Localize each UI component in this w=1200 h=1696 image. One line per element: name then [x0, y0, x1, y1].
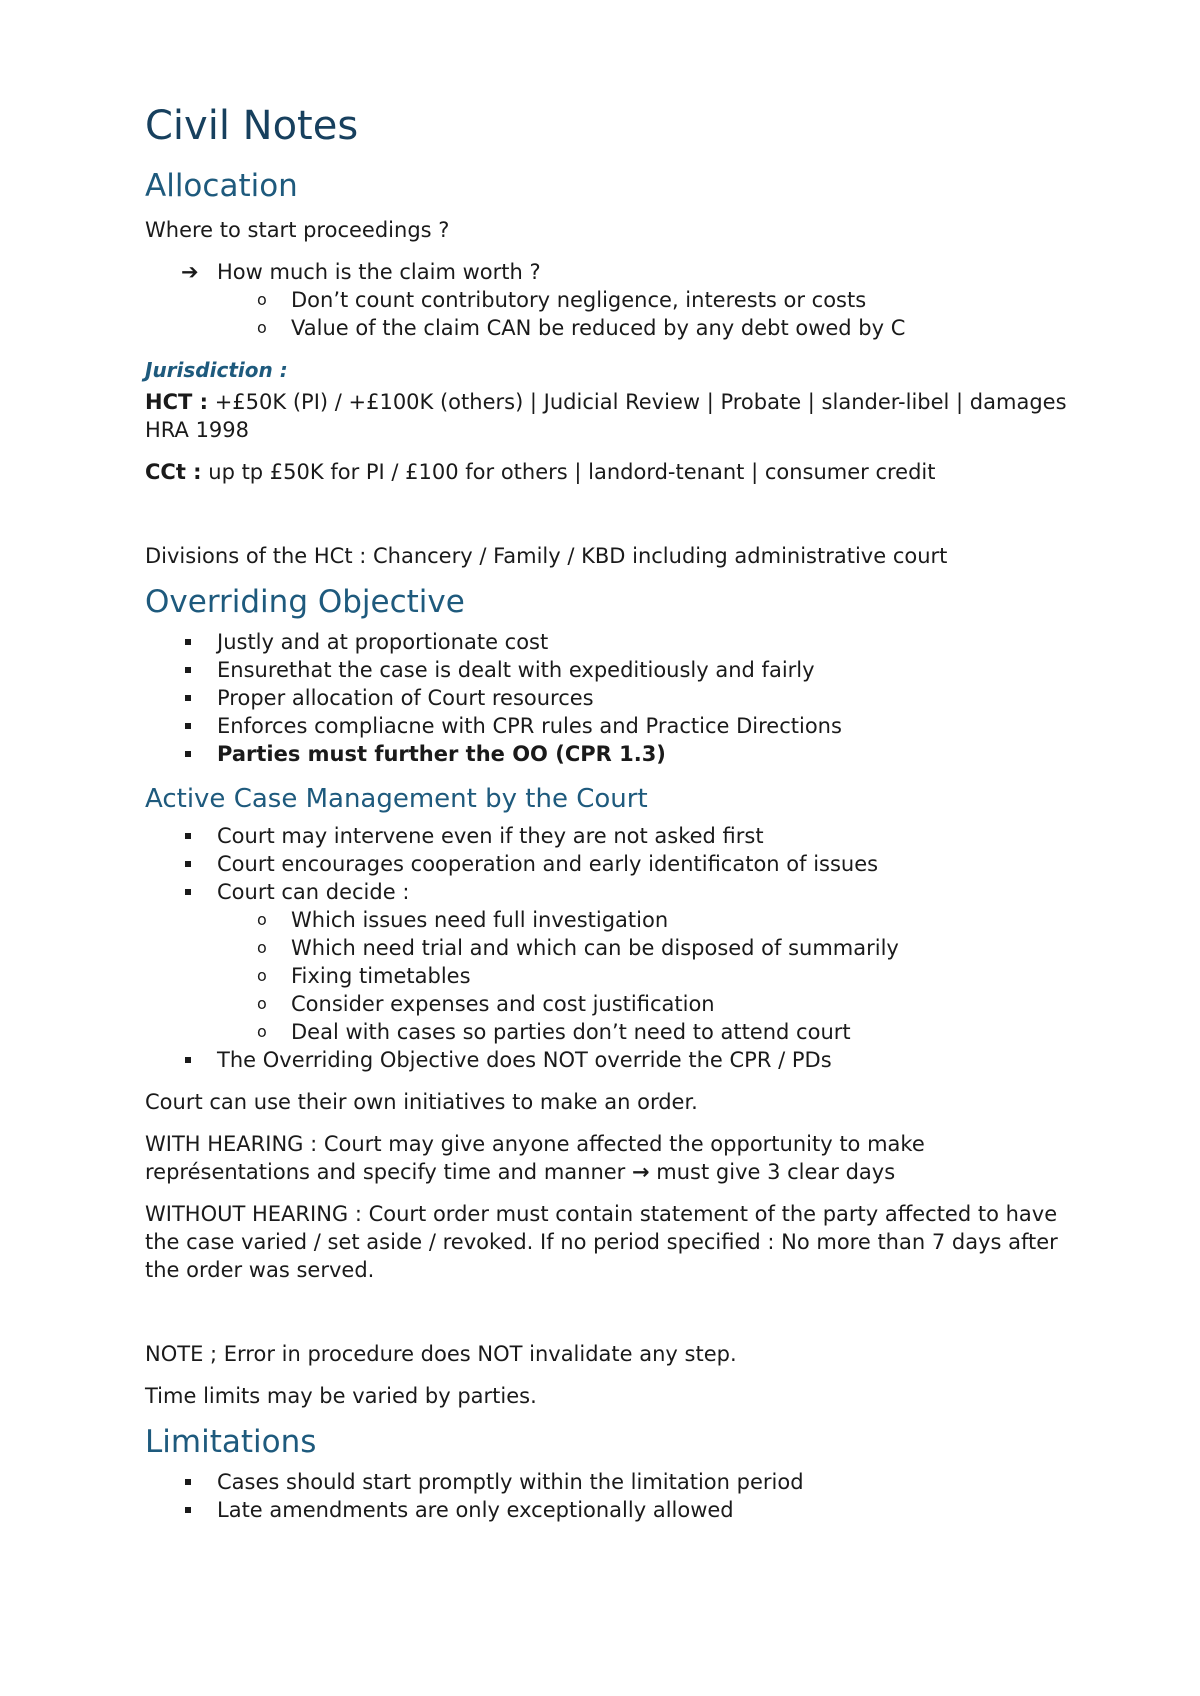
list-item — [145, 878, 1085, 906]
list-item-text: Justly and at proportionate cost — [217, 630, 549, 654]
divisions-paragraph: Divisions of the HCt : Chancery / Family / KBD including administrative court — [145, 544, 948, 568]
list-item-text: The Overriding Objective does NOT override the CPR / PDs — [217, 1048, 832, 1072]
square-bullet-icon — [185, 889, 191, 895]
list-item-text: Don’t count contributory negligence, interests or costs — [291, 288, 867, 312]
list-item — [145, 712, 1085, 740]
list-item-text: Parties must further the OO (CPR 1.3) — [217, 742, 666, 766]
with-hearing-paragraph — [145, 1130, 1085, 1186]
list-item — [145, 314, 1085, 342]
hct-text: +£50K (PI) / +£100K (others) | Judicial Review | Probate | slander-libel | damages HRA 1998 — [145, 390, 1067, 442]
list-item — [145, 822, 1085, 850]
with-hearing-text: WITH HEARING : Court may give anyone affected the opportunity to make représentations and specify time and manner — [145, 1132, 925, 1184]
list-item — [145, 740, 1085, 768]
circle-bullet-icon: o — [257, 318, 267, 337]
acm-list — [145, 822, 1085, 1074]
circle-bullet-icon: o — [257, 994, 267, 1013]
list-item — [145, 684, 1085, 712]
square-bullet-icon — [185, 695, 191, 701]
list-item-text: Late amendments are only exceptionally allowed — [217, 1498, 734, 1522]
time-limits-paragraph: Time limits may be varied by parties. — [145, 1384, 537, 1408]
document-page — [145, 100, 1085, 1538]
list-item-text: Which issues need full investigation — [291, 908, 669, 932]
circle-bullet-icon: o — [257, 938, 267, 957]
list-item-text: Court can decide : — [217, 880, 410, 904]
square-bullet-icon — [185, 723, 191, 729]
heading-overriding-objective: Overriding Objective — [145, 584, 465, 620]
list-item-text: Court may intervene even if they are not asked first — [217, 824, 764, 848]
list-item-text: Ensurethat the case is dealt with expeditiously and fairly — [217, 658, 815, 682]
list-item — [145, 934, 1085, 962]
list-item — [145, 1496, 1085, 1524]
hct-label: HCT : — [145, 390, 209, 414]
list-item-text: Cases should start promptly within the limitation period — [217, 1470, 804, 1494]
heading-allocation: Allocation — [145, 168, 298, 204]
list-item-text: Consider expenses and cost justification — [291, 992, 715, 1016]
list-item-text: Fixing timetables — [291, 964, 471, 988]
note-paragraph: NOTE ; Error in procedure does NOT invalidate any step. — [145, 1342, 737, 1366]
list-item-text: Deal with cases so parties don’t need to attend court — [291, 1020, 851, 1044]
cct-text: up tp £50K for PI / £100 for others | landord-tenant | consumer credit — [201, 460, 936, 484]
with-hearing-text-end: must give 3 clear days — [649, 1160, 896, 1184]
list-item — [145, 1046, 1085, 1074]
square-bullet-icon — [185, 833, 191, 839]
list-item — [145, 990, 1085, 1018]
list-item-text: Value of the claim CAN be reduced by any debt owed by C — [291, 316, 906, 340]
document-title: Civil Notes — [145, 103, 359, 149]
list-item-text: Which need trial and which can be disposed of summarily — [291, 936, 899, 960]
overriding-list — [145, 628, 1085, 768]
allocation-intro: Where to start proceedings ? — [145, 218, 450, 242]
circle-bullet-icon: o — [257, 966, 267, 985]
circle-bullet-icon: o — [257, 1022, 267, 1041]
heading-limitations: Limitations — [145, 1424, 317, 1460]
hct-paragraph — [145, 388, 1085, 444]
list-item — [145, 628, 1085, 656]
list-item-text: Court encourages cooperation and early identificaton of issues — [217, 852, 879, 876]
square-bullet-icon — [185, 1057, 191, 1063]
list-item — [145, 906, 1085, 934]
list-item — [145, 286, 1085, 314]
jurisdiction-heading: Jurisdiction : — [145, 358, 288, 382]
circle-bullet-icon: o — [257, 290, 267, 309]
list-item — [145, 850, 1085, 878]
spacer — [145, 1300, 1085, 1340]
allocation-list — [145, 258, 1085, 342]
cct-label: CCt : — [145, 460, 202, 484]
square-bullet-icon — [185, 667, 191, 673]
arrow-icon: → — [632, 1160, 650, 1184]
cct-paragraph — [145, 458, 1085, 486]
without-hearing-paragraph: WITHOUT HEARING : Court order must contain statement of the party affected to have the case varied / set aside / revoked. If no period specified : No more than 7 days after the order was served. — [145, 1202, 1058, 1282]
square-bullet-icon — [185, 639, 191, 645]
square-bullet-icon — [185, 861, 191, 867]
list-item — [145, 962, 1085, 990]
limitations-list — [145, 1468, 1085, 1524]
list-item-text: Enforces compliacne with CPR rules and Practice Directions — [217, 714, 842, 738]
own-initiative-paragraph: Court can use their own initiatives to make an order. — [145, 1090, 698, 1114]
circle-bullet-icon: o — [257, 910, 267, 929]
arrow-bullet-icon: ➔ — [181, 260, 199, 284]
list-item — [145, 656, 1085, 684]
list-item — [145, 258, 1085, 286]
spacer — [145, 502, 1085, 542]
heading-active-case-management: Active Case Management by the Court — [145, 784, 648, 814]
square-bullet-icon — [185, 1479, 191, 1485]
list-item-text: How much is the claim worth ? — [217, 260, 541, 284]
list-item — [145, 1018, 1085, 1046]
list-item — [145, 1468, 1085, 1496]
list-item-text: Proper allocation of Court resources — [217, 686, 594, 710]
square-bullet-icon — [185, 1507, 191, 1513]
square-bullet-icon — [185, 751, 191, 757]
